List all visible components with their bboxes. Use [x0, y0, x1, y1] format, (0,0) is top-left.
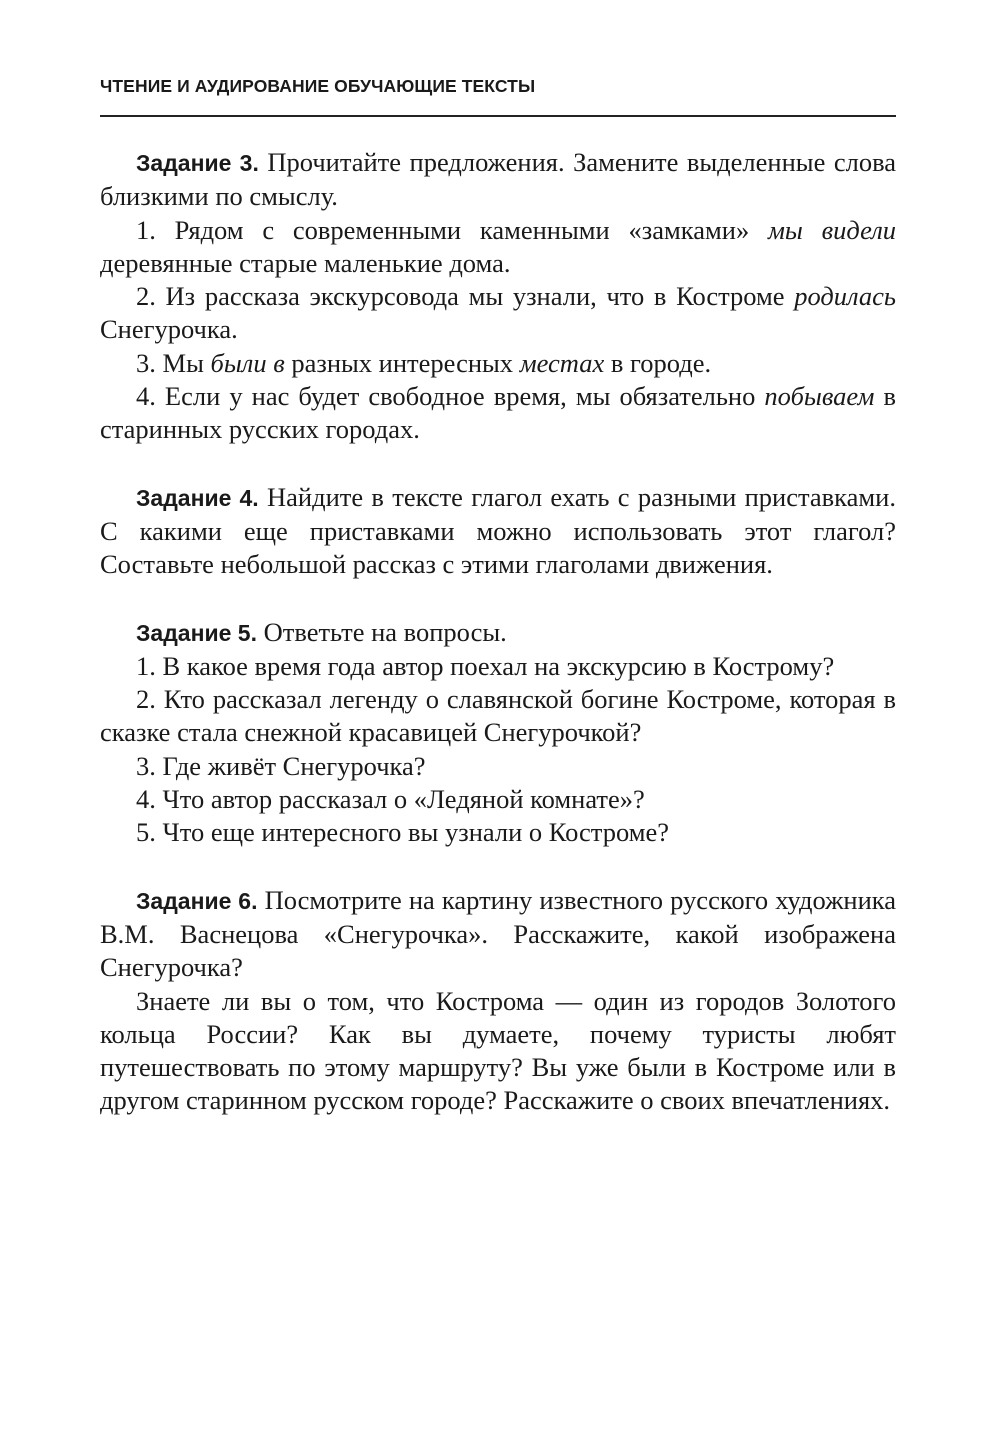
- task-4-text: Найдите в тексте глагол ехать с разными приставками. С какими еще приставками можно использовать этот глагол? Составьте небольшой рассказ с этими глаголами движения.: [100, 481, 896, 580]
- task-6-instruction: [100, 884, 896, 985]
- task-3-item: [100, 214, 896, 281]
- task-4-label: Задание 4.: [136, 484, 259, 511]
- highlighted-words: местах: [519, 347, 605, 378]
- task-3-item: [100, 347, 896, 380]
- task-3-item: [100, 380, 896, 447]
- task-5-instruction: [100, 616, 896, 650]
- sentence-text: 2. Из рассказа экскурсовода мы узнали, что в Костроме: [136, 281, 795, 312]
- sentence-text: 1. Рядом с современными каменными «замками»: [136, 214, 768, 245]
- task-4: [100, 481, 896, 582]
- sentence-text: 3. Мы: [136, 347, 211, 378]
- task-6-text: Посмотрите на картину известного русского художника В.М. Васнецова «Снегурочка». Расскажите, какой изображена Снегурочка?: [100, 884, 896, 983]
- sentence-text: в старинных русских городах.: [100, 381, 897, 445]
- task-5-label: Задание 5.: [136, 619, 257, 646]
- task-5-question: 1. В какое время года автор поехал на экскурсию в Кострому?: [136, 650, 835, 681]
- page-content: [100, 146, 896, 1152]
- task-5-question: 5. Что еще интересного вы узнали о Костроме?: [136, 817, 670, 848]
- task-3-instruction: [100, 146, 896, 214]
- task-6-label: Задание 6.: [136, 887, 258, 914]
- highlighted-words: были в: [210, 347, 285, 378]
- task-3: [100, 146, 896, 447]
- highlighted-words: родилась: [794, 281, 896, 312]
- task-5-question: 2. Кто расскaзал легенду о славянской богине Костроме, которая в сказке стала снежной красавицей Снегурочкой?: [100, 684, 896, 748]
- sentence-text: Снегурочка.: [100, 314, 238, 345]
- task-5-question: 3. Где живёт Снегурочка?: [136, 750, 426, 781]
- task-5-question: 4. Что автор рассказал о «Ледяной комнате»?: [136, 784, 645, 815]
- sentence-text: разных интересных: [284, 347, 520, 378]
- running-header: ЧТЕНИЕ И АУДИРОВАНИЕ ОБУЧАЮЩИЕ ТЕКСТЫ: [100, 76, 536, 96]
- sentence-text: в городе.: [604, 347, 712, 378]
- task-6: [100, 884, 896, 1118]
- task-3-label: Задание 3.: [136, 150, 259, 176]
- task-4-paragraph: [100, 481, 896, 582]
- sentence-text: деревянные старые маленькие дома.: [100, 247, 511, 278]
- sentence-text: 4. Если у нас будет свободное время, мы обязательно: [136, 381, 765, 412]
- task-5-text: Ответьте на вопросы.: [257, 616, 507, 647]
- task-3-items: [100, 214, 896, 447]
- task-6-paragraph: Знаете ли вы о том, что Кострома — один из городов Золотого кольца России? Как вы думаете, почему туристы любят путешествовать по этому маршруту? Вы уже были в Костроме или в другом старинном русском городе? Расскажите о своих впечатлениях.: [100, 985, 896, 1116]
- header-rule: [100, 115, 896, 117]
- task-3-text: Прочитайте предложения. Замените выделенные слова близкими по смыслу.: [100, 147, 896, 212]
- task-5: [100, 616, 896, 850]
- highlighted-words: мы видели: [767, 214, 897, 245]
- highlighted-words: побываем: [764, 381, 875, 412]
- task-3-item: [100, 280, 896, 347]
